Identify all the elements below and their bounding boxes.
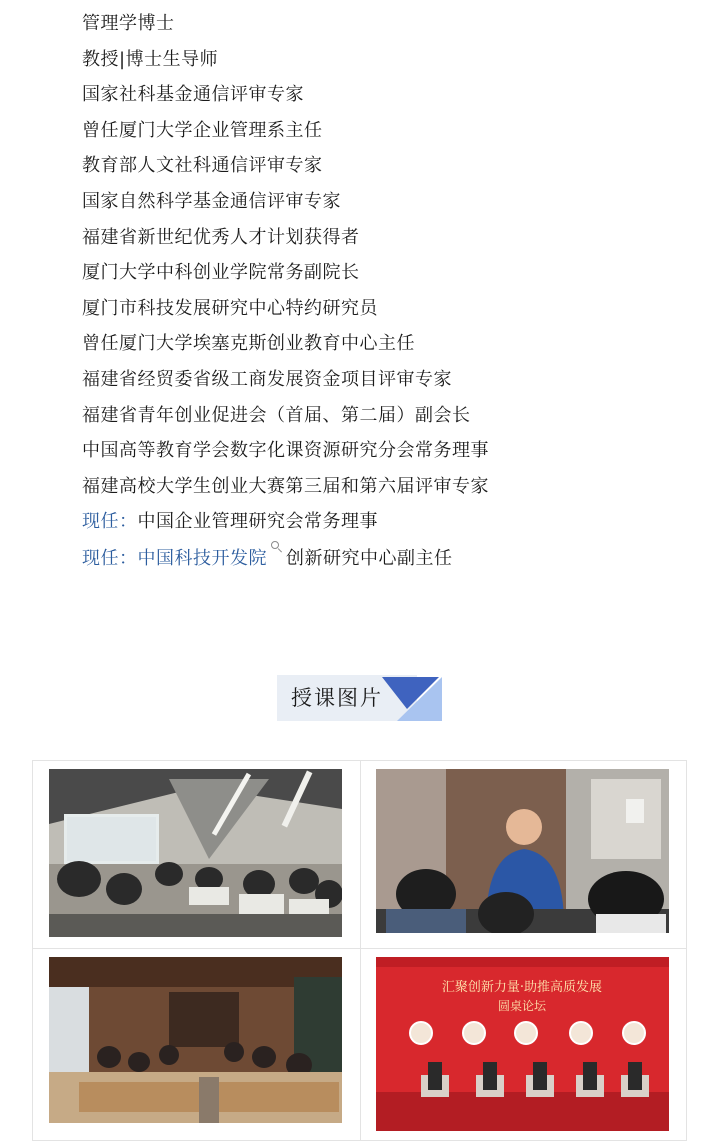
classroom-photo[interactable] (49, 769, 342, 937)
bio-list (82, 6, 702, 576)
search-icon[interactable] (270, 540, 284, 554)
bio-line: 福建高校大学生创业大赛第三届和第六届评审专家 (82, 475, 489, 497)
org-search-link[interactable]: 中国科技开发院 (137, 547, 267, 569)
current-text: 创新研究中心副主任 (286, 547, 453, 569)
section-title (277, 675, 442, 721)
seminar-room-photo[interactable] (49, 957, 342, 1123)
bio-line: 曾任厦门大学埃塞克斯创业教育中心主任 (82, 333, 415, 355)
bio-line: 管理学博士 (82, 13, 175, 34)
bio-line: 厦门市科技发展研究中心特约研究员 (82, 297, 378, 319)
current-prefix: 现任： (82, 511, 138, 533)
current-prefix: 现任： (82, 547, 138, 569)
bio-line: 国家社科基金通信评审专家 (82, 84, 304, 106)
stage-banner-subtitle: 圆桌论坛 (497, 999, 547, 1013)
current-text: 中国企业管理研究会常务理事 (137, 511, 378, 533)
bio-line: 国家自然科学基金通信评审专家 (82, 190, 341, 212)
instructor-photo[interactable] (376, 769, 669, 933)
bio-line: 厦门大学中科创业学院常务副院长 (82, 262, 360, 284)
stage-banner-title: 汇聚创新力量·助推高质发展 (441, 980, 603, 995)
current-position-2 (82, 540, 702, 576)
bio-line: 曾任厦门大学企业管理系主任 (82, 119, 323, 141)
current-position-1 (82, 504, 702, 540)
bio-line: 中国高等教育学会数字化课资源研究分会常务理事 (82, 440, 489, 462)
section-title-text: 授课图片 (291, 686, 383, 710)
bio-line: 福建省新世纪优秀人才计划获得者 (82, 226, 360, 248)
bio-line: 教育部人文社科通信评审专家 (82, 155, 323, 177)
bio-line: 教授|博士生导师 (82, 48, 219, 70)
forum-stage-photo[interactable] (376, 957, 669, 1131)
bio-line: 福建省青年创业促进会（首届、第二届）副会长 (82, 404, 471, 426)
bio-line: 福建省经贸委省级工商发展资金项目评审专家 (82, 368, 452, 390)
